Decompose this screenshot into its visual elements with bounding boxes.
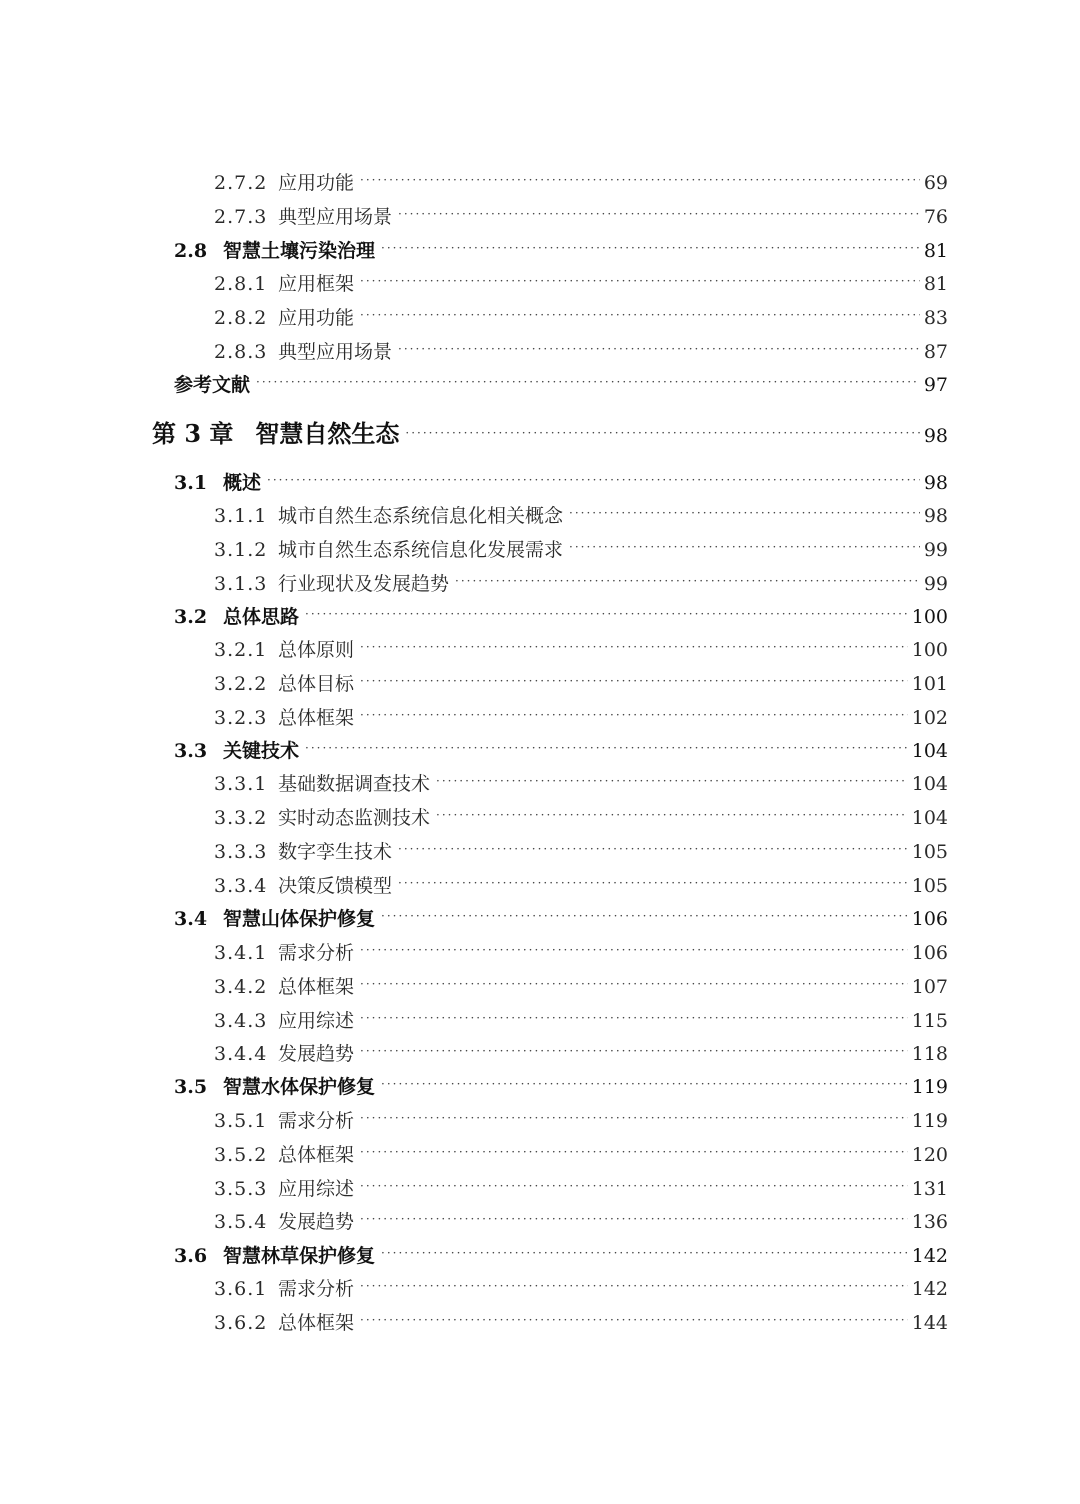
toc-entry-title: 基础数据调查技术 bbox=[278, 773, 431, 795]
toc-entry-page: 101 bbox=[911, 673, 948, 695]
toc-section-number: 2.8 bbox=[174, 240, 208, 262]
toc-section-number: 3.5 bbox=[174, 1076, 208, 1098]
toc-entry-title: 应用综述 bbox=[278, 1010, 355, 1032]
toc-entry-page: 105 bbox=[911, 841, 948, 863]
toc-entry-number: 3.4.3 bbox=[214, 1010, 268, 1032]
toc-section-3-1[interactable] bbox=[174, 468, 948, 498]
toc-entry-page: 99 bbox=[923, 573, 948, 595]
dot-leader bbox=[360, 1011, 908, 1025]
dot-leader bbox=[381, 909, 908, 923]
toc-entry-3-2-2[interactable] bbox=[214, 669, 948, 699]
dot-leader bbox=[436, 774, 908, 788]
toc-entry-number: 3.2.2 bbox=[214, 673, 268, 695]
toc-section-title: 智慧林草保护修复 bbox=[223, 1245, 376, 1267]
toc-entry-number: 3.1.3 bbox=[214, 573, 268, 595]
toc-entry-number: 3.3.4 bbox=[214, 875, 268, 897]
toc-references-title: 参考文献 bbox=[174, 374, 251, 396]
toc-entry-3-5-4[interactable] bbox=[214, 1207, 948, 1237]
toc-section-number: 3.6 bbox=[174, 1245, 208, 1267]
dot-leader bbox=[360, 274, 920, 288]
dot-leader bbox=[360, 708, 908, 722]
toc-entry-number: 3.5.4 bbox=[214, 1211, 268, 1233]
toc-section-number: 3.4 bbox=[174, 908, 208, 930]
toc-entry-number: 3.5.2 bbox=[214, 1144, 268, 1166]
toc-entry-page: 131 bbox=[911, 1178, 948, 1200]
toc-entry-page: 81 bbox=[923, 273, 948, 295]
toc-entry-number: 3.4.2 bbox=[214, 976, 268, 998]
toc-entry-title: 应用框架 bbox=[278, 273, 355, 295]
toc-entry-title: 行业现状及发展趋势 bbox=[278, 573, 450, 595]
toc-entry-3-4-2[interactable] bbox=[214, 972, 948, 1002]
toc-entry-number: 3.2.1 bbox=[214, 639, 268, 661]
toc-section-3-4[interactable] bbox=[174, 904, 948, 934]
toc-entry-3-4-3[interactable] bbox=[214, 1006, 948, 1036]
toc-section-page: 81 bbox=[923, 240, 948, 262]
toc-section-title: 概述 bbox=[223, 472, 262, 494]
toc-entry-title: 总体原则 bbox=[278, 639, 355, 661]
dot-leader bbox=[398, 842, 908, 856]
toc-entry-page: 99 bbox=[923, 539, 948, 561]
toc-section-page: 119 bbox=[911, 1076, 948, 1098]
toc-entry-number: 3.5.3 bbox=[214, 1178, 268, 1200]
toc-entry-number: 2.8.3 bbox=[214, 341, 268, 363]
toc-entry-page: 83 bbox=[923, 307, 948, 329]
toc-section-page: 98 bbox=[923, 472, 948, 494]
toc-section-page: 104 bbox=[911, 740, 948, 762]
toc-entry-3-5-3[interactable] bbox=[214, 1174, 948, 1204]
toc-entry-page: 76 bbox=[923, 206, 948, 228]
dot-leader bbox=[360, 1279, 908, 1293]
toc-entry-3-1-1[interactable] bbox=[214, 501, 948, 531]
toc-entry-number: 3.3.2 bbox=[214, 807, 268, 829]
dot-leader bbox=[360, 674, 908, 688]
toc-entry-number: 3.6.2 bbox=[214, 1312, 268, 1334]
toc-entry-2-8-2[interactable] bbox=[214, 303, 948, 333]
toc-entry-2-7-2[interactable] bbox=[214, 168, 948, 198]
toc-entry-3-3-2[interactable] bbox=[214, 803, 948, 833]
toc-entry-title: 需求分析 bbox=[278, 942, 355, 964]
dot-leader bbox=[360, 943, 908, 957]
dot-leader bbox=[405, 426, 919, 440]
toc-entry-title: 典型应用场景 bbox=[278, 341, 393, 363]
dot-leader bbox=[267, 473, 920, 487]
toc-entry-number: 3.5.1 bbox=[214, 1110, 268, 1132]
toc-entry-title: 数字孪生技术 bbox=[278, 841, 393, 863]
dot-leader bbox=[398, 342, 920, 356]
toc-entry-page: 100 bbox=[911, 639, 948, 661]
toc-entry-title: 需求分析 bbox=[278, 1278, 355, 1300]
toc-entry-page: 106 bbox=[911, 942, 948, 964]
dot-leader bbox=[360, 640, 908, 654]
toc-entry-3-1-2[interactable] bbox=[214, 535, 948, 565]
dot-leader bbox=[436, 808, 908, 822]
toc-entry-number: 3.1.1 bbox=[214, 505, 268, 527]
toc-entry-page: 104 bbox=[911, 807, 948, 829]
toc-entry-title: 应用综述 bbox=[278, 1178, 355, 1200]
toc-entry-title: 总体框架 bbox=[278, 1312, 355, 1334]
dot-leader bbox=[569, 540, 920, 554]
dot-leader bbox=[360, 1145, 908, 1159]
dot-leader bbox=[360, 173, 920, 187]
toc-section-number: 3.3 bbox=[174, 740, 208, 762]
toc-entry-3-3-1[interactable] bbox=[214, 769, 948, 799]
toc-entry-page: 142 bbox=[911, 1278, 948, 1300]
dot-leader bbox=[398, 876, 908, 890]
toc-section-2-8[interactable] bbox=[174, 236, 948, 266]
toc-section-page: 142 bbox=[911, 1245, 948, 1267]
dot-leader bbox=[360, 977, 908, 991]
dot-leader bbox=[360, 308, 920, 322]
dot-leader bbox=[381, 1246, 908, 1260]
toc-entry-title: 决策反馈模型 bbox=[278, 875, 393, 897]
dot-leader bbox=[305, 741, 908, 755]
toc-chapter-title: 智慧自然生态 bbox=[255, 419, 400, 448]
toc-entry-title: 发展趋势 bbox=[278, 1043, 355, 1065]
toc-section-title: 智慧山体保护修复 bbox=[223, 908, 376, 930]
toc-entry-3-6-1[interactable] bbox=[214, 1274, 948, 1304]
toc-entry-title: 应用功能 bbox=[278, 307, 355, 329]
toc-section-3-2[interactable] bbox=[174, 602, 948, 632]
toc-entry-page: 136 bbox=[911, 1211, 948, 1233]
toc-entry-3-2-3[interactable] bbox=[214, 703, 948, 733]
toc-entry-page: 104 bbox=[911, 773, 948, 795]
toc-entry-title: 总体框架 bbox=[278, 1144, 355, 1166]
toc-section-number: 3.1 bbox=[174, 472, 208, 494]
toc-entry-number: 2.7.2 bbox=[214, 172, 268, 194]
dot-leader bbox=[398, 207, 920, 221]
dot-leader bbox=[360, 1212, 908, 1226]
toc-entry-number: 3.3.1 bbox=[214, 773, 268, 795]
toc-entry-number: 3.3.3 bbox=[214, 841, 268, 863]
toc-entry-page: 107 bbox=[911, 976, 948, 998]
toc-section-title: 智慧水体保护修复 bbox=[223, 1076, 376, 1098]
toc-entry-page: 105 bbox=[911, 875, 948, 897]
toc-entry-page: 98 bbox=[923, 505, 948, 527]
toc-section-3-6[interactable] bbox=[174, 1241, 948, 1271]
toc-section-3-5[interactable] bbox=[174, 1072, 948, 1102]
toc-entry-title: 城市自然生态系统信息化发展需求 bbox=[278, 539, 564, 561]
dot-leader bbox=[569, 506, 920, 520]
toc-section-title: 关键技术 bbox=[223, 740, 300, 762]
toc-entry-page: 144 bbox=[911, 1312, 948, 1334]
toc-chapter-3[interactable] bbox=[152, 414, 948, 454]
toc-entry-2-8-1[interactable] bbox=[214, 269, 948, 299]
toc-entry-title: 典型应用场景 bbox=[278, 206, 393, 228]
toc-entry-3-4-1[interactable] bbox=[214, 938, 948, 968]
toc-entry-title: 需求分析 bbox=[278, 1110, 355, 1132]
toc-entry-title: 总体框架 bbox=[278, 707, 355, 729]
toc-section-page: 106 bbox=[911, 908, 948, 930]
toc-entry-number: 3.6.1 bbox=[214, 1278, 268, 1300]
toc-entry-page: 115 bbox=[911, 1010, 948, 1032]
toc-entry-page: 120 bbox=[911, 1144, 948, 1166]
toc-chapter-number: 第 3 章 bbox=[152, 419, 234, 448]
toc-entry-number: 3.1.2 bbox=[214, 539, 268, 561]
dot-leader bbox=[256, 375, 920, 389]
dot-leader bbox=[360, 1111, 908, 1125]
dot-leader bbox=[305, 607, 908, 621]
dot-leader bbox=[360, 1044, 908, 1058]
toc-entry-number: 3.2.3 bbox=[214, 707, 268, 729]
dot-leader bbox=[381, 241, 920, 255]
dot-leader bbox=[381, 1077, 908, 1091]
toc-entry-number: 2.8.1 bbox=[214, 273, 268, 295]
toc-entry-3-4-4[interactable] bbox=[214, 1039, 948, 1069]
toc-entry-page: 118 bbox=[911, 1043, 948, 1065]
toc-entry-2-8-3[interactable] bbox=[214, 337, 948, 367]
dot-leader bbox=[360, 1313, 908, 1327]
toc-entry-page: 102 bbox=[911, 707, 948, 729]
toc-entry-title: 发展趋势 bbox=[278, 1211, 355, 1233]
toc-entry-page: 69 bbox=[923, 172, 948, 194]
toc-entry-number: 3.4.1 bbox=[214, 942, 268, 964]
toc-entry-3-5-1[interactable] bbox=[214, 1106, 948, 1136]
toc-section-title: 总体思路 bbox=[223, 606, 300, 628]
toc-references-page: 97 bbox=[923, 374, 948, 396]
toc-entry-page: 119 bbox=[911, 1110, 948, 1132]
toc-entry-3-5-2[interactable] bbox=[214, 1140, 948, 1170]
dot-leader bbox=[360, 1179, 908, 1193]
toc-entry-title: 实时动态监测技术 bbox=[278, 807, 431, 829]
toc-entry-2-7-3[interactable] bbox=[214, 202, 948, 232]
toc-chapter-page: 98 bbox=[923, 425, 948, 447]
toc-section-3-3[interactable] bbox=[174, 736, 948, 766]
toc-entry-title: 应用功能 bbox=[278, 172, 355, 194]
toc-entry-page: 87 bbox=[923, 341, 948, 363]
toc-entry-title: 总体目标 bbox=[278, 673, 355, 695]
toc-entry-3-3-3[interactable] bbox=[214, 837, 948, 867]
dot-leader bbox=[455, 574, 920, 588]
toc-entry-3-1-3[interactable] bbox=[214, 569, 948, 599]
toc-entry-title: 总体框架 bbox=[278, 976, 355, 998]
toc-references[interactable] bbox=[174, 370, 948, 400]
toc-entry-number: 3.4.4 bbox=[214, 1043, 268, 1065]
toc-section-page: 100 bbox=[911, 606, 948, 628]
toc-entry-title: 城市自然生态系统信息化相关概念 bbox=[278, 505, 564, 527]
toc-entry-3-2-1[interactable] bbox=[214, 635, 948, 665]
toc-section-title: 智慧土壤污染治理 bbox=[223, 240, 376, 262]
toc-entry-3-6-2[interactable] bbox=[214, 1308, 948, 1338]
toc-entry-number: 2.8.2 bbox=[214, 307, 268, 329]
toc-section-number: 3.2 bbox=[174, 606, 208, 628]
toc-entry-number: 2.7.3 bbox=[214, 206, 268, 228]
toc-entry-3-3-4[interactable] bbox=[214, 871, 948, 901]
